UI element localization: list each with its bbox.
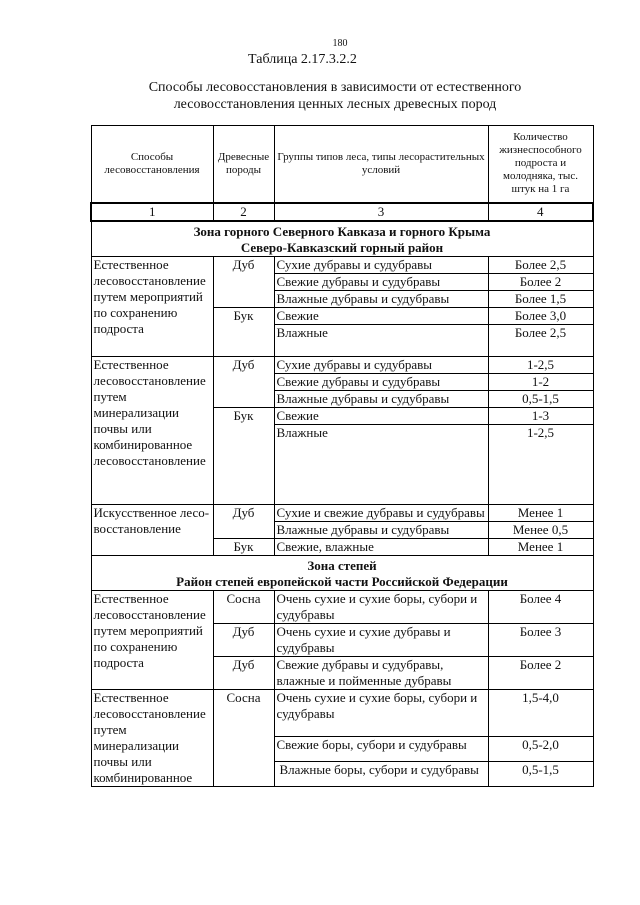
method-cell: Искусственное лесо-восстановление [91,504,213,555]
species-cell: Сосна [213,590,274,623]
column-number: 1 [91,203,213,221]
forest-type-cell: Свежие дубравы и судубравы, влажные и пойменные дубравы [274,656,488,689]
quantity-cell: 1,5-4,0 [488,689,593,737]
quantity-cell: 1-2,5 [488,356,593,373]
header-quantity: Количество жизнеспособного подроста и молодняка, тыс. штук на 1 га [488,126,593,203]
forest-type-cell: Влажные дубравы и судубравы [274,390,488,407]
method-cell: Естественное лесовосстановление путем мероприятий по сохранению подроста [91,590,213,689]
quantity-cell: Менее 0,5 [488,521,593,538]
zone-heading [91,555,593,590]
header-forest-types: Группы типов леса, типы лесорастительных условий [274,126,488,203]
forest-type-cell: Очень сухие и сухие боры, субори и судубравы [274,689,488,737]
quantity-cell: 1-2 [488,373,593,390]
forest-type-cell: Влажные дубравы и судубравы [274,290,488,307]
forest-type-cell: Влажные дубравы и судубравы [274,521,488,538]
forest-type-cell: Влажные [274,424,488,504]
forest-type-cell: Сухие дубравы и судубравы [274,356,488,373]
column-number-row [91,203,593,221]
forest-type-cell: Свежие дубравы и судубравы [274,273,488,290]
quantity-cell: 0,5-1,5 [488,390,593,407]
quantity-cell: 0,5-2,0 [488,737,593,762]
forest-type-cell: Сухие дубравы и судубравы [274,256,488,273]
quantity-cell: 0,5-1,5 [488,761,593,786]
header-row [91,126,593,203]
forest-type-cell: Свежие, влажные [274,538,488,555]
quantity-cell: Более 1,5 [488,290,593,307]
column-number: 3 [274,203,488,221]
table-row [91,504,593,521]
table-caption [0,79,640,113]
quantity-cell: Более 4 [488,590,593,623]
forest-type-cell: Влажные боры, субори и судубравы [274,761,488,786]
method-cell: Естественное лесовосстановление путем минерализации почвы или комбинированное лесовосстановление [91,356,213,504]
forest-type-cell: Свежие [274,407,488,424]
caption-line-1: Способы лесовосстановления в зависимости от естественного [148,80,522,95]
quantity-cell: Более 2,5 [488,324,593,356]
quantity-cell: Более 2 [488,656,593,689]
column-number: 4 [488,203,593,221]
region-title: Северо-Кавказский горный район [240,239,444,255]
table-row [91,256,593,273]
method-cell: Естественное лесовосстановление путем мероприятий по сохранению подроста [91,256,213,356]
reforestation-table [90,125,594,787]
header-species: Древесные породы [213,126,274,203]
quantity-cell: Менее 1 [488,504,593,521]
species-cell: Бук [213,407,274,504]
caption-line-2: лесовосстановления ценных лесных древесных пород [173,97,497,112]
quantity-cell: 1-2,5 [488,424,593,504]
zone-heading-row [91,221,593,257]
quantity-cell: Менее 1 [488,538,593,555]
quantity-cell: Более 2,5 [488,256,593,273]
forest-type-cell: Свежие боры, субори и судубравы [274,737,488,762]
species-cell: Дуб [213,656,274,689]
table-label: Таблица 2.17.3.2.2 [248,52,357,67]
region-title: Район степей европейской части Российской Федерации [176,573,508,589]
species-cell: Дуб [213,623,274,656]
zone-heading [91,221,593,257]
forest-type-cell: Сухие и свежие дубравы и судубравы [274,504,488,521]
zone-title: Зона горного Северного Кавказа и горного Крыма [193,223,491,239]
species-cell: Сосна [213,689,274,786]
forest-type-cell: Свежие [274,307,488,324]
forest-type-cell: Свежие дубравы и судубравы [274,373,488,390]
zone-heading-row [91,555,593,590]
forest-type-cell: Влажные [274,324,488,356]
quantity-cell: Более 3,0 [488,307,593,324]
column-number: 2 [213,203,274,221]
table-row [91,590,593,623]
quantity-cell: 1-3 [488,407,593,424]
species-cell: Дуб [213,356,274,407]
species-cell: Дуб [213,504,274,538]
table-row [91,689,593,737]
species-cell: Дуб [213,256,274,307]
zone-title: Зона степей [307,557,377,573]
method-cell: Естественное лесовосстановление путем минерализации почвы или комбинированное [91,689,213,786]
forest-type-cell: Очень сухие и сухие дубравы и судубравы [274,623,488,656]
quantity-cell: Более 3 [488,623,593,656]
page-number: 180 [332,38,348,49]
quantity-cell: Более 2 [488,273,593,290]
header-methods: Способы лесовосстановления [91,126,213,203]
table-row [91,356,593,373]
forest-type-cell: Очень сухие и сухие боры, субори и судубравы [274,590,488,623]
species-cell: Бук [213,307,274,356]
species-cell: Бук [213,538,274,555]
